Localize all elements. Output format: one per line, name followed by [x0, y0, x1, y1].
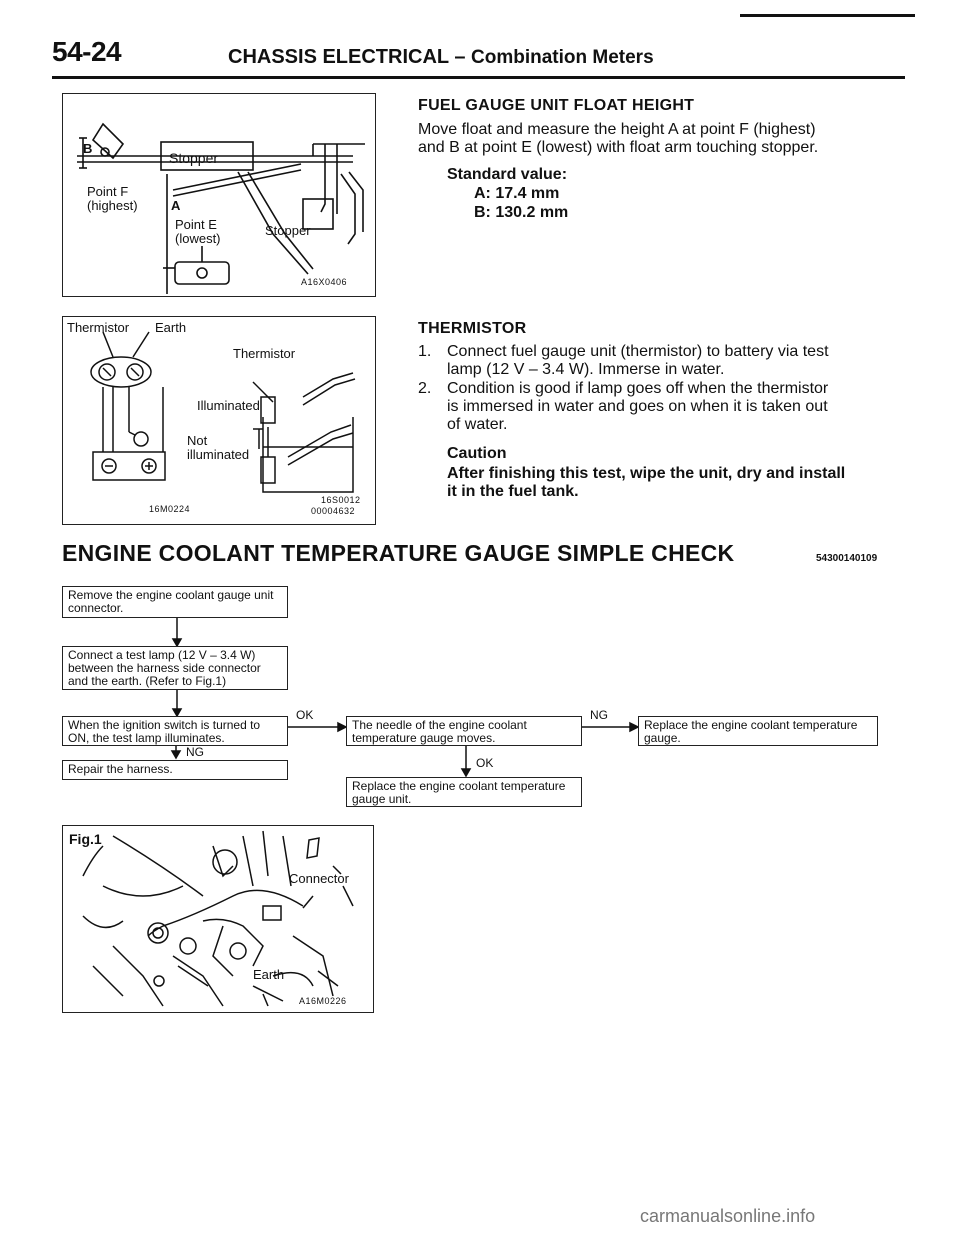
step-2-line-1: Condition is good if lamp goes off when the thermistor [447, 380, 829, 397]
coolant-ref-code: 54300140109 [816, 553, 878, 564]
flow-step-connect-test-lamp: Connect a test lamp (12 V – 3.4 W) between the harness side connector and the earth. (Refer to Fig.1) [62, 646, 288, 690]
label-point-f: Point F [87, 184, 129, 199]
step-1-line-1: Connect fuel gauge unit (thermistor) to battery via test [447, 343, 829, 360]
float-height-title: FUEL GAUGE UNIT FLOAT HEIGHT [418, 97, 695, 114]
figure-code-left: 16M0224 [149, 504, 191, 514]
float-height-line-2: and B at point E (lowest) with float arm touching stopper. [418, 139, 819, 156]
label-stopper-top: Stopper [169, 150, 219, 166]
step-2-number: 2. [418, 380, 432, 397]
watermark: carmanualsonline.info [640, 1206, 816, 1226]
label-not: Not [187, 433, 208, 448]
fig-1-earth-label: Earth [253, 967, 285, 982]
fig-1 [62, 825, 374, 1013]
figure-code-right-1: 16S0012 [321, 495, 361, 505]
flow-step-ignition-check: When the ignition switch is turned to ON, the test lamp illuminates. [62, 716, 288, 746]
caution-line-2: it in the fuel tank. [447, 483, 579, 500]
thermistor-title: THERMISTOR [418, 320, 527, 337]
step-1-number: 1. [418, 343, 432, 360]
step-1-line-2: lamp (12 V – 3.4 W). Immerse in water. [447, 361, 725, 378]
subchapter-name: Combination Meters [471, 47, 654, 68]
flow-step-replace-gauge-unit: Replace the engine coolant temperature gauge unit. [346, 777, 582, 807]
label-earth: Earth [155, 320, 187, 335]
flow-label-ok-1: OK [296, 708, 314, 722]
label-b: B [83, 141, 93, 156]
label-point-e: Point E [175, 217, 217, 232]
step-2-line-2: is immersed in water and goes on when it is taken out [447, 398, 828, 415]
label-thermistor-top: Thermistor [67, 320, 130, 335]
label-stopper-bottom: Stopper [265, 223, 311, 238]
label-lowest: (lowest) [175, 231, 221, 246]
fig-1-drawing [63, 826, 373, 1012]
flow-label-ng-2: NG [590, 708, 608, 722]
fig-1-title: Fig.1 [69, 831, 102, 847]
page-number: 54-24 [52, 36, 122, 67]
caution-title: Caution [447, 445, 507, 462]
fig-1-code: A16M0226 [299, 996, 347, 1006]
label-thermistor: Thermistor [233, 346, 296, 361]
flow-label-ok-2: OK [476, 756, 494, 770]
flow-label-ng-1: NG [186, 745, 204, 759]
fig-1-connector-label: Connector [289, 871, 349, 886]
figure-code: A16X0406 [301, 277, 348, 287]
label-highest: (highest) [87, 198, 138, 213]
figure-code-right-2: 00004632 [311, 506, 356, 516]
chapter-name: CHASSIS ELECTRICAL [228, 46, 449, 68]
flow-step-needle-check: The needle of the engine coolant temperature gauge moves. [346, 716, 582, 746]
label-a: A [171, 198, 181, 213]
flow-step-replace-gauge: Replace the engine coolant temperature gauge. [638, 716, 878, 746]
chapter-separator: – [454, 46, 466, 68]
coolant-check-heading: ENGINE COOLANT TEMPERATURE GAUGE SIMPLE CHECK [62, 540, 735, 566]
label-not-illuminated: illuminated [187, 447, 250, 462]
float-height-line-1: Move float and measure the height A at point F (highest) [418, 121, 816, 138]
label-illuminated: Illuminated [197, 398, 260, 413]
flow-step-remove-connector: Remove the engine coolant gauge unit connector. [62, 586, 288, 618]
standard-value-a: A: 17.4 mm [474, 185, 560, 202]
caution-line-1: After finishing this test, wipe the unit, dry and install [447, 465, 846, 482]
standard-value-label: Standard value: [447, 166, 568, 183]
step-2-line-3: of water. [447, 416, 508, 433]
standard-value-b: B: 130.2 mm [474, 204, 569, 221]
flow-step-repair-harness: Repair the harness. [62, 760, 288, 780]
